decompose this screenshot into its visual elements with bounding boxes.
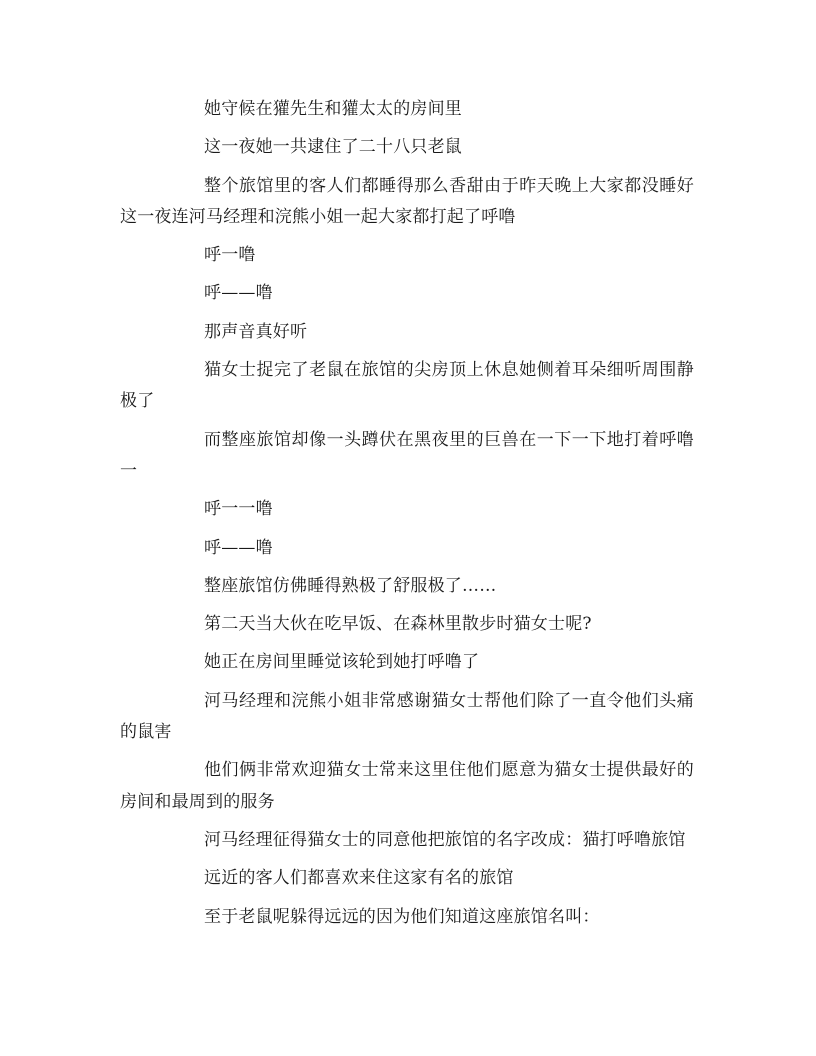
paragraph: 整个旅馆里的客人们都睡得那么香甜由于昨天晚上大家都没睡好这一夜连河马经理和浣熊小姐一起大家都打起了呼噜 xyxy=(120,175,694,227)
paragraph: 她守候在獾先生和獾太太的房间里 xyxy=(204,99,462,119)
paragraph: 第二天当大伙在吃早饭、在森林里散步时猫女士呢? xyxy=(204,614,592,635)
paragraph: 猫女士捉完了老鼠在旅馆的尖房顶上休息她侧着耳朵细听周围静极了 xyxy=(120,360,694,412)
paragraph: 远近的客人们都喜欢来住这家有名的旅馆 xyxy=(204,868,514,889)
paragraph: 呼一一噜 xyxy=(204,499,273,520)
paragraph: 整座旅馆仿佛睡得熟极了舒服极了…… xyxy=(204,575,497,596)
paragraph: 他们俩非常欢迎猫女士常来这里住他们愿意为猫女士提供最好的房间和最周到的服务 xyxy=(120,760,694,812)
paragraph: 呼——噜 xyxy=(204,537,273,558)
paragraph: 呼一噜 xyxy=(204,245,256,266)
paragraph: 至于老鼠呢躲得远远的因为他们知道这座旅馆名叫： xyxy=(204,906,600,927)
paragraph: 她正在房间里睡觉该轮到她打呼噜了 xyxy=(204,652,480,673)
paragraph: 这一夜她一共逮住了二十八只老鼠 xyxy=(204,137,462,158)
paragraph: 河马经理征得猫女士的同意他把旅馆的名字改成：猫打呼噜旅馆 xyxy=(204,829,686,850)
paragraph: 河马经理和浣熊小姐非常感谢猫女士帮他们除了一直令他们头痛的鼠害 xyxy=(120,690,694,743)
paragraph: 呼——噜 xyxy=(204,283,273,304)
paragraph: 而整座旅馆却像一头蹲伏在黑夜里的巨兽在一下一下地打着呼噜一 xyxy=(120,429,694,481)
paragraph: 那声音真好听 xyxy=(204,321,308,342)
